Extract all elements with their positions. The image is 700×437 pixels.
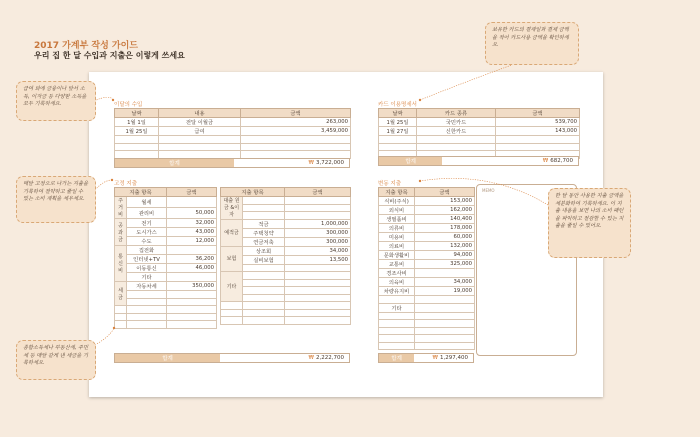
- card-section-label: 카드 이용명세서: [378, 102, 417, 108]
- variable-item-amount[interactable]: 162,000: [415, 206, 475, 215]
- page-subtitle: 우리 집 한 달 수입과 지출은 이렇게 쓰세요: [34, 51, 185, 60]
- fixed-item-amount[interactable]: 300,000: [285, 228, 351, 237]
- income-content-cell[interactable]: 전달 이월금: [159, 118, 241, 127]
- note-tax: 종합소득세나 부동산세, 주민세 등 매달 같게 낸 세금을 기록하세요.: [16, 340, 96, 380]
- fixed-item-amount[interactable]: 12,000: [167, 237, 217, 246]
- card-amount-cell[interactable]: 539,700: [496, 118, 580, 127]
- fixed-item-label[interactable]: 집전화: [127, 246, 167, 255]
- fixed-item-label[interactable]: 적금: [243, 219, 285, 228]
- variable-item-amount[interactable]: 153,000: [415, 197, 475, 206]
- card-type-cell[interactable]: 신한카드: [417, 127, 496, 136]
- fixed-group-label: 공과금: [115, 219, 127, 246]
- variable-item-label[interactable]: 교통비: [379, 260, 415, 269]
- fixed-group-label: 기타: [221, 272, 243, 302]
- variable-header-item: 지출 항목: [379, 188, 415, 197]
- variable-item-label[interactable]: 식비(주식): [379, 197, 415, 206]
- variable-total-label: 합계: [379, 354, 414, 362]
- card-date-cell[interactable]: 1월 25일: [379, 118, 417, 127]
- variable-item-amount[interactable]: 132,000: [415, 242, 475, 251]
- fixed-item-amount[interactable]: 1,000,000: [285, 219, 351, 228]
- variable-header-amount: 금액: [415, 188, 475, 197]
- note-variable: 한 달 동안 사용한 지출 금액을 세분화하여 기록하세요. 이 지출 내용을 보면 나의 소비 패턴을 파악하고 절감할 수 있는 지출을 줄일 수 있어요.: [548, 188, 631, 258]
- variable-item-amount[interactable]: 178,000: [415, 224, 475, 233]
- card-currency: ₩: [542, 158, 549, 164]
- variable-item-label[interactable]: 차량유지비: [379, 287, 415, 296]
- fixed-item-label[interactable]: 자동차세: [127, 282, 167, 291]
- variable-item-label[interactable]: 의육비: [379, 278, 415, 287]
- fixed-item-amount[interactable]: 300,000: [285, 237, 351, 246]
- note-fixed: 매달 고정으로 나가는 지출을 기록하여 절약하고 줄일 수 있는 소비 계획을 세우세요.: [16, 176, 96, 223]
- income-header-amount: 금액: [241, 109, 351, 118]
- card-header-type: 카드 종류: [417, 109, 496, 118]
- income-total-label: 합계: [115, 159, 234, 167]
- fixed-item-label[interactable]: 관리비: [127, 208, 167, 219]
- fixed-item-label[interactable]: 실비보험: [243, 255, 285, 264]
- fixed-item-label[interactable]: 상조회: [243, 246, 285, 255]
- card-total-label: 합계: [379, 157, 442, 165]
- fixed-total-value[interactable]: 2,222,700: [316, 355, 344, 361]
- fixed-group-label: 주거비: [115, 197, 127, 219]
- fixed-group-label: 대출 원금 &이자: [221, 197, 243, 220]
- connector-card: [420, 62, 520, 100]
- connector-dot-fixed: [111, 179, 113, 181]
- fixed-group-label: 예적금: [221, 219, 243, 246]
- variable-item-amount[interactable]: 94,000: [415, 251, 475, 260]
- income-content-cell[interactable]: 급여: [159, 127, 241, 136]
- memo-label: MEMO: [482, 188, 495, 193]
- connector-dot-variable: [419, 180, 421, 182]
- connector-dot-income: [112, 99, 114, 101]
- fixed-item-label[interactable]: 주택청약: [243, 228, 285, 237]
- variable-item-amount[interactable]: 34,000: [415, 278, 475, 287]
- fixed-group-label: 통신비: [115, 246, 127, 282]
- fixed-header-item: 지출 항목: [115, 188, 167, 197]
- fixed-item-amount[interactable]: 46,000: [167, 264, 217, 273]
- income-currency: ₩: [308, 160, 314, 166]
- card-amount-cell[interactable]: 143,000: [496, 127, 580, 136]
- fixed-group-label: 보험: [221, 246, 243, 272]
- fixed-section-label: 고정 지출: [114, 181, 138, 187]
- card-total-value[interactable]: 682,700: [550, 158, 573, 164]
- fixed-item-label[interactable]: 도시가스: [127, 228, 167, 237]
- fixed-total-label: 합계: [115, 354, 220, 362]
- fixed-item-amount[interactable]: 50,000: [167, 208, 217, 219]
- fixed-item-amount[interactable]: 350,000: [167, 282, 217, 291]
- variable-item-amount[interactable]: 140,400: [415, 215, 475, 224]
- fixed-item-amount[interactable]: 43,000: [167, 228, 217, 237]
- fixed-currency: ₩: [308, 355, 314, 361]
- page-title: 2017 가계부 작성 가이드: [34, 41, 139, 51]
- fixed-item-label[interactable]: 이동통신: [127, 264, 167, 273]
- fixed-item-label[interactable]: 기타: [127, 273, 167, 282]
- variable-item-amount[interactable]: 60,000: [415, 233, 475, 242]
- fixed-header-amount: 금액: [167, 188, 217, 197]
- note-income: 급여 외에 금융이나 앞서 소득, 이자금 등 다양한 소득을 모두 기록하세요.: [16, 81, 96, 121]
- variable-item-label[interactable]: 의류비: [379, 224, 415, 233]
- variable-item-label[interactable]: 의료비: [379, 242, 415, 251]
- fixed-item-amount[interactable]: 36,200: [167, 255, 217, 264]
- income-date-cell[interactable]: 1월 1일: [115, 118, 159, 127]
- income-total-value[interactable]: 3,722,000: [316, 160, 344, 166]
- income-date-cell[interactable]: 1월 25일: [115, 127, 159, 136]
- card-type-cell[interactable]: 국민카드: [417, 118, 496, 127]
- variable-section-label: 변동 지출: [378, 181, 402, 187]
- income-header-date: 날짜: [115, 109, 159, 118]
- connector-variable: [420, 178, 548, 205]
- variable-total-value[interactable]: 1,297,400: [440, 355, 468, 361]
- fixed-item-amount[interactable]: 34,000: [285, 246, 351, 255]
- variable-currency: ₩: [432, 355, 438, 361]
- connector-dot-tax: [113, 327, 115, 329]
- fixed-item-label[interactable]: 인터넷+TV: [127, 255, 167, 264]
- card-header-date: 날짜: [379, 109, 417, 118]
- fixed-item-label[interactable]: 전기: [127, 219, 167, 228]
- variable-item-amount[interactable]: 19,000: [415, 287, 475, 296]
- variable-item-amount[interactable]: 325,000: [415, 260, 475, 269]
- card-header-amount: 금액: [496, 109, 580, 118]
- fixed-group-label: 세금: [115, 282, 127, 306]
- note-card: 보유한 카드의 결제일과 결제 금액을 적어 카드사용 금액을 확인하세요.: [485, 22, 579, 65]
- income-amount-cell[interactable]: 263,000: [241, 118, 351, 127]
- income-section-label: 이달의 수입: [114, 102, 143, 108]
- variable-item-label[interactable]: 경조사비: [379, 269, 415, 278]
- variable-item-label[interactable]: 외식비: [379, 206, 415, 215]
- fixed-item-label[interactable]: 월세: [127, 197, 167, 208]
- connector-fixed: [95, 180, 112, 190]
- connector-dot-card: [419, 99, 421, 101]
- variable-item-label[interactable]: 문화생활비: [379, 251, 415, 260]
- fixed-item-label[interactable]: 연금저축: [243, 237, 285, 246]
- card-date-cell[interactable]: 1월 27일: [379, 127, 417, 136]
- income-header-content: 내용: [159, 109, 241, 118]
- fixed-item-amount[interactable]: 13,500: [285, 255, 351, 264]
- income-amount-cell[interactable]: 3,459,000: [241, 127, 351, 136]
- variable-item-label[interactable]: 기타: [379, 303, 415, 312]
- fixed-header-item-2: 지출 항목: [221, 188, 285, 197]
- connector-income: [94, 97, 113, 101]
- variable-item-label[interactable]: 생필품비: [379, 215, 415, 224]
- fixed-item-label[interactable]: 수도: [127, 237, 167, 246]
- fixed-item-amount[interactable]: 32,000: [167, 219, 217, 228]
- fixed-header-amount-2: 금액: [285, 188, 351, 197]
- variable-item-label[interactable]: 미용비: [379, 233, 415, 242]
